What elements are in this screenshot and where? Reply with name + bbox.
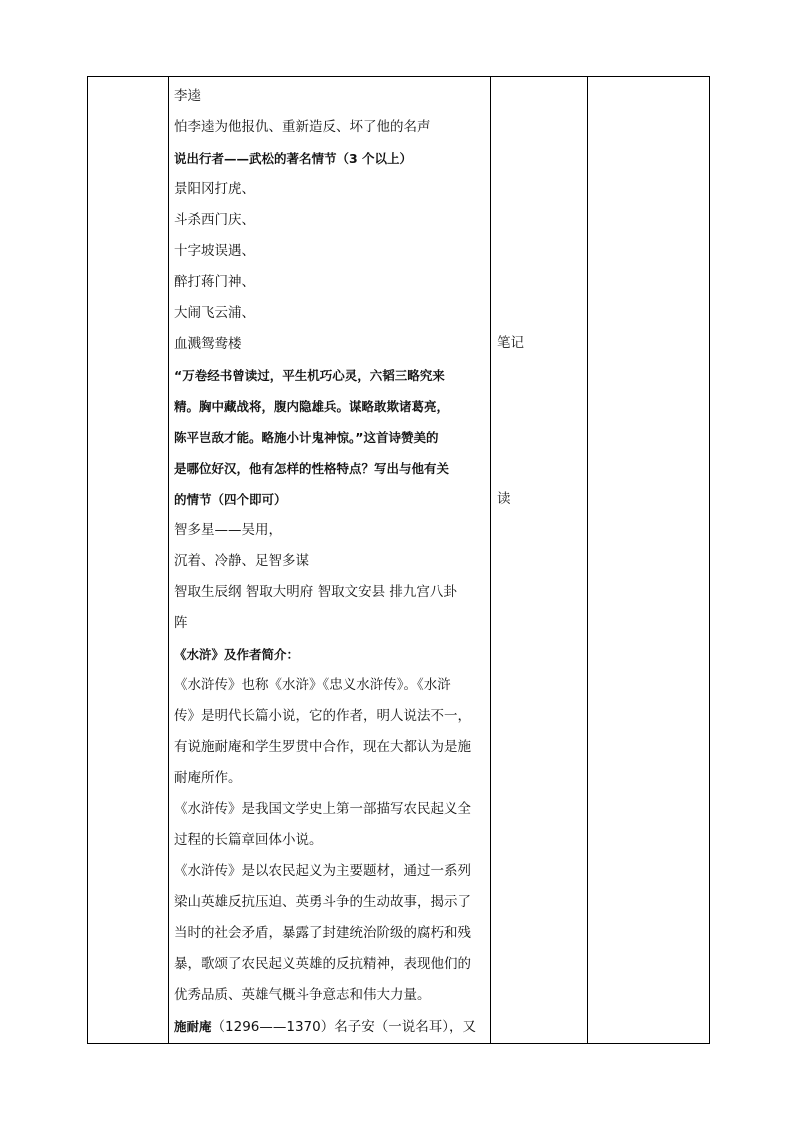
content-line: 传》是明代长篇小说，它的作者，明人说法不一， (174, 708, 471, 724)
content-line: 醉打蒋门神、 (174, 274, 255, 290)
content-line: 《水浒传》是以农民起义为主要题材，通过一系列 (174, 863, 471, 879)
content-line: 《水浒传》是我国文学史上第一部描写农民起义全 (174, 801, 471, 817)
content-line: 当时的社会矛盾，暴露了封建统治阶级的腐朽和残 (174, 925, 471, 941)
content-line: 过程的长篇章回体小说。 (174, 832, 323, 848)
table-row (88, 77, 710, 1044)
content-text (169, 77, 490, 1043)
content-cell (169, 77, 491, 1044)
content-line: 陈平岂敌才能。略施小计鬼神惊。”这首诗赞美的 (174, 430, 439, 445)
content-line: 优秀品质、英雄气概斗争意志和伟大力量。 (174, 987, 431, 1003)
content-line: 怕李逵为他报仇、重新造反、坏了他的名声 (174, 119, 431, 135)
content-line: 梁山英雄反抗压迫、英勇斗争的生动故事，揭示了 (174, 894, 471, 910)
content-line: 斗杀西门庆、 (174, 212, 255, 228)
content-line: 智取生辰纲 智取大明府 智取文安县 排九宫八卦 (174, 584, 457, 600)
content-line: 耐庵所作。 (174, 770, 242, 786)
content-line: “万卷经书曾读过，平生机巧心灵，六韬三略究来 (174, 368, 445, 383)
content-line: 智多星——吴用， (174, 522, 282, 538)
content-line: 《水浒传》也称《水浒》《忠义水浒传》。《水浒 (174, 677, 451, 693)
content-line: 《水浒》及作者简介： (174, 647, 300, 662)
content-line: 阵 (174, 615, 188, 631)
content-line: 沉着、冷静、足智多谋 (174, 553, 309, 569)
left-margin-cell (88, 77, 169, 1044)
author-name: 施耐庵 (174, 1019, 212, 1034)
activity-cell (491, 77, 588, 1044)
content-line: 暴，歌颂了农民起义英雄的反抗精神，表现他们的 (174, 956, 471, 972)
content-line: 李逵 (174, 88, 201, 104)
author-line (174, 1011, 485, 1043)
read-label: 读 (497, 491, 511, 507)
content-line: 精。胸中藏战将，腹内隐雄兵。谋略敢欺诸葛亮， (174, 399, 450, 414)
content-line: 说出行者——武松的著名情节（3 个以上） (174, 151, 413, 166)
author-dates: （1296——1370）名子安（一说名耳），又 (211, 1019, 476, 1035)
content-line: 是哪位好汉，他有怎样的性格特点？写出与他有关 (174, 461, 450, 476)
content-line: 十字坡误遇、 (174, 243, 255, 259)
right-margin-cell (588, 77, 710, 1044)
content-line: 景阳冈打虎、 (174, 181, 255, 197)
lesson-table (87, 76, 710, 1044)
content-line: 大闹飞云浦、 (174, 305, 255, 321)
content-line: 的情节（四个即可） (174, 492, 287, 507)
note-label: 笔记 (497, 335, 524, 351)
content-line: 有说施耐庵和学生罗贯中合作，现在大都认为是施 (174, 739, 471, 755)
content-line: 血溅鸳鸯楼 (174, 336, 242, 352)
